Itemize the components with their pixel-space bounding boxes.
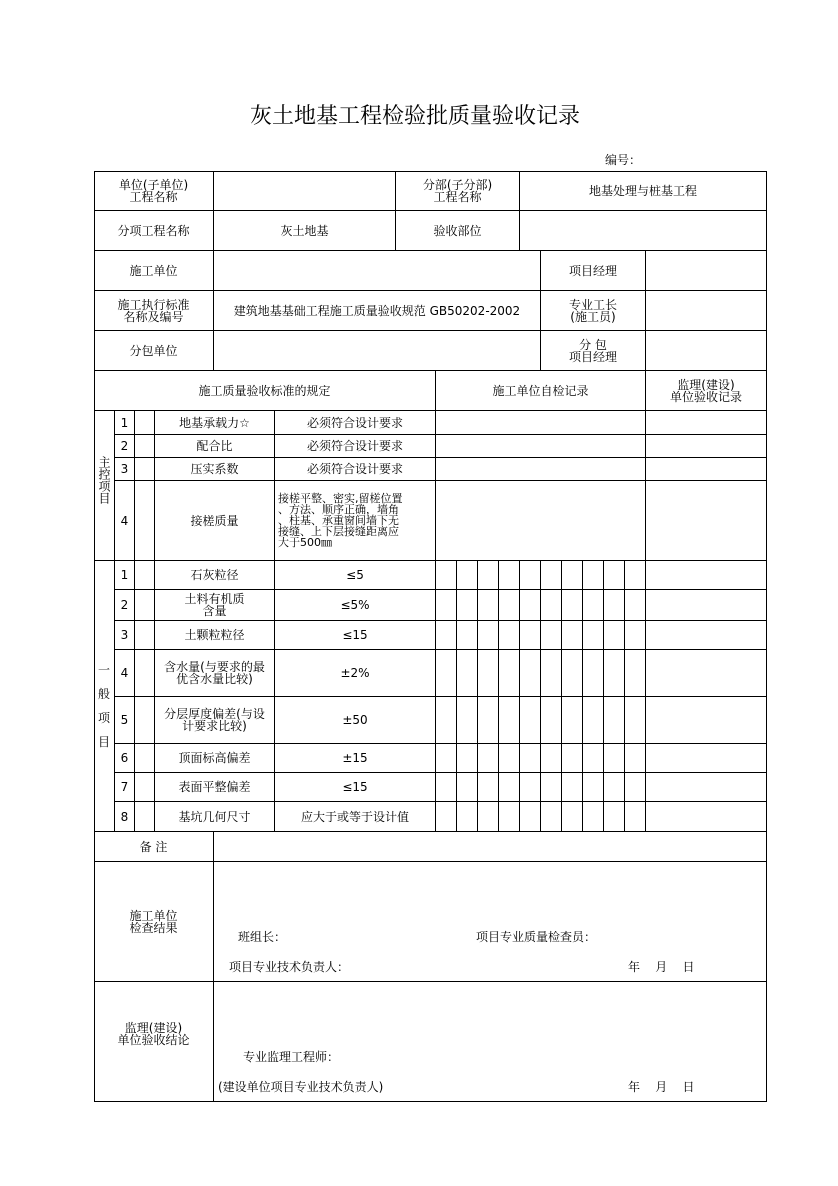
item-name: 基坑几何尺寸 [155,802,275,832]
supervision-column-header: 监理(建设) 单位验收记录 [646,371,767,411]
item-name: 土颗粒粒径 [155,621,275,650]
engineer-label: 专业监理工程师： [243,1050,340,1064]
supervision-date: 年 月 日 [628,1080,695,1094]
self-check-cell[interactable] [436,481,646,561]
project-manager-label: 项目经理 [541,251,646,291]
spec-column-header: 施工质量验收标准的规定 [94,371,436,411]
supervision-result-label: 监理(建设) 单位验收结论 [94,982,214,1102]
supervision-cell[interactable] [646,744,767,773]
item-spec: ≤5% [275,590,436,621]
supervision-cell[interactable] [646,435,767,458]
team-leader-label: 班组长： [238,930,287,944]
item-spec: 接槎平整、密实,留槎位置 、方法、顺序正确，墙角 、柱基、承重窗间墙下无 接缝、上下层接缝距离应 大于500㎜ [275,481,436,561]
item-blank [135,650,155,697]
acceptance-part-label: 验收部位 [396,211,520,251]
item-blank [135,590,155,621]
self-check-cell[interactable] [436,458,646,481]
item-spec: 必须符合设计要求 [275,458,436,481]
item-name: 表面平整偏差 [155,773,275,802]
item-blank [135,458,155,481]
supervision-cell[interactable] [646,621,767,650]
subitem-label: 分项工程名称 [94,211,214,251]
remarks-label: 备 注 [94,832,214,862]
item-number: 4 [115,650,135,697]
number-label: 编号： [605,153,642,167]
item-number: 1 [115,561,135,590]
supervision-cell[interactable] [646,697,767,744]
sub-pm-value[interactable] [646,331,767,371]
item-blank [135,621,155,650]
item-spec: ≤15 [275,773,436,802]
item-number: 7 [115,773,135,802]
item-spec: 应大于或等于设计值 [275,802,436,832]
self-check-cell[interactable] [436,411,646,435]
item-number: 5 [115,697,135,744]
page-title: 灰土地基工程检验批质量验收记录 [250,104,581,129]
standard-value[interactable]: 建筑地基基础工程施工质量验收规范 GB50202-2002 [214,291,541,331]
contractor-result-label: 施工单位 检查结果 [94,862,214,982]
item-spec: 必须符合设计要求 [275,435,436,458]
division-label: 分部(子分部) 工程名称 [396,171,520,211]
subitem-value[interactable]: 灰土地基 [214,211,396,251]
item-number: 3 [115,458,135,481]
item-name: 土料有机质 含量 [155,590,275,621]
contractor-date: 年 月 日 [628,960,695,974]
sub-pm-label: 分 包 项目经理 [541,331,646,371]
item-name: 顶面标高偏差 [155,744,275,773]
supervision-cell[interactable] [646,650,767,697]
item-blank [135,481,155,561]
item-number: 8 [115,802,135,832]
item-spec: ±2% [275,650,436,697]
foreman-label: 专业工长 (施工员) [541,291,646,331]
contractor-value[interactable] [214,251,541,291]
self-check-grid [436,561,646,832]
subcontractor-value[interactable] [214,331,541,371]
supervision-cell[interactable] [646,773,767,802]
item-spec: ≤15 [275,621,436,650]
foreman-value[interactable] [646,291,767,331]
standard-label: 施工执行标准 名称及编号 [94,291,214,331]
main-control-label: 主控项目 [94,411,115,561]
item-number: 2 [115,435,135,458]
item-number: 2 [115,590,135,621]
division-value[interactable]: 地基处理与桩基工程 [520,171,767,211]
tech-lead-label: 项目专业技术负责人： [229,960,350,974]
project-manager-value[interactable] [646,251,767,291]
supervision-cell[interactable] [646,481,767,561]
quality-inspector-label: 项目专业质量检查员： [476,930,597,944]
item-spec: ±50 [275,697,436,744]
contractor-label: 施工单位 [94,251,214,291]
supervision-cell[interactable] [646,590,767,621]
subcontractor-label: 分包单位 [94,331,214,371]
unit-value[interactable] [214,171,396,211]
item-spec: ±15 [275,744,436,773]
item-number: 3 [115,621,135,650]
supervision-cell[interactable] [646,802,767,832]
item-blank [135,773,155,802]
item-blank [135,697,155,744]
item-name: 压实系数 [155,458,275,481]
item-blank [135,435,155,458]
item-blank [135,411,155,435]
supervision-cell[interactable] [646,561,767,590]
item-name: 石灰粒径 [155,561,275,590]
item-name: 分层厚度偏差(与设 计要求比较) [155,697,275,744]
item-number: 4 [115,481,135,561]
item-blank [135,802,155,832]
item-blank [135,561,155,590]
item-name: 接槎质量 [155,481,275,561]
item-blank [135,744,155,773]
acceptance-part-value[interactable] [520,211,767,251]
item-spec: ≤5 [275,561,436,590]
self-check-column-header: 施工单位自检记录 [436,371,646,411]
general-label: 一 般 项 目 [94,561,115,832]
item-name: 含水量(与要求的最 优含水量比较) [155,650,275,697]
supervision-cell[interactable] [646,458,767,481]
supervision-cell[interactable] [646,411,767,435]
remarks-value[interactable] [214,832,767,862]
item-number: 6 [115,744,135,773]
item-spec: 必须符合设计要求 [275,411,436,435]
item-name: 配合比 [155,435,275,458]
self-check-cell[interactable] [436,435,646,458]
item-number: 1 [115,411,135,435]
unit-label: 单位(子单位) 工程名称 [94,171,214,211]
owner-rep-label: (建设单位项目专业技术负责人) [218,1080,384,1094]
item-name: 地基承载力☆ [155,411,275,435]
